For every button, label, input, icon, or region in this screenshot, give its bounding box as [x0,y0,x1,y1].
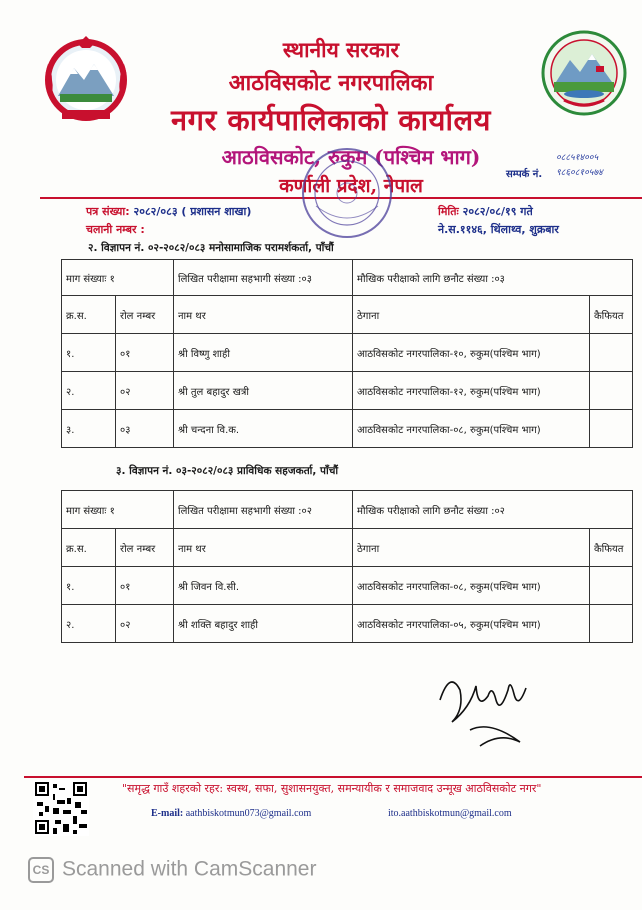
demand-count: माग संख्याः १ [62,260,174,296]
camscanner-watermark [28,857,316,883]
cell-remarks [590,605,633,643]
cell-address: आठविसकोट नगरपालिका-०८, रुकुम(पश्चिम भाग) [353,567,590,605]
cell-name: श्री विष्णु शाही [174,334,353,372]
cell-roll: ०३ [116,410,174,448]
col-name: नाम थर [174,296,353,334]
email-label: E-mail: [151,808,184,819]
table-header-row [62,296,633,334]
section-2-title: ३. विज्ञापन नं. ०३-२०८२/०८३ प्राविधिक सहजकर्ता, पाँचौं [116,465,339,477]
cell-roll: ०१ [116,334,174,372]
col-remarks: कैफियत [590,296,633,334]
cell-serial: २. [62,372,116,410]
cell-remarks [590,372,633,410]
col-roll: रोल नम्बर [116,529,174,567]
header-office-name: नगर कार्यपालिकाको कार्यालय [171,103,491,137]
section-1-title: २. विज्ञापन नं. ०२-२०८२/०८३ मनोसामाजिक परामर्शकर्ता, पाँचौं [88,242,334,254]
cell-remarks [590,567,633,605]
camscanner-icon: CS [28,857,54,883]
cell-name: श्री शक्ति बहादुर शाही [174,605,353,643]
table-row [62,334,633,372]
oral-count: मौखिक परीक्षाको लागि छनौट संख्या :०२ [353,491,633,529]
footer-divider [24,776,642,778]
results-table-1 [61,259,633,448]
cell-roll: ०२ [116,372,174,410]
table-header-row [62,529,633,567]
table-row [62,567,633,605]
header-province: कर्णाली प्रदेश, नेपाल [279,175,423,197]
table-summary-row [62,260,633,296]
table-summary-row [62,491,633,529]
header-local-government: स्थानीय सरकार [282,37,400,62]
signature-icon [430,660,550,750]
cell-address: आठविसकोट नगरपालिका-१२, रुकुम(पश्चिम भाग) [353,372,590,410]
cell-serial: ३. [62,410,116,448]
cell-serial: १. [62,567,116,605]
cell-name: श्री जिवन वि.सी. [174,567,353,605]
written-count: लिखित परीक्षामा सहभागी संख्या :०२ [174,491,353,529]
col-serial: क्र.स. [62,296,116,334]
written-count: लिखित परीक्षामा सहभागी संख्या :०३ [174,260,353,296]
col-address: ठेगाना [353,296,590,334]
camscanner-text: Scanned with CamScanner [62,857,317,881]
demand-count: माग संख्याः १ [62,491,174,529]
letter-number-label: पत्र संख्या: [86,205,130,218]
cell-address: आठविसकोट नगरपालिका-०५, रुकुम(पश्चिम भाग) [353,605,590,643]
cell-roll: ०१ [116,567,174,605]
footer-slogan: "समृद्ध गाउँ शहरको रहर: स्वस्थ, सफा, सुशासनयुक्त, समन्यायीक र समाजवाद उन्मूख आठविसकोट नगर" [122,782,542,795]
cell-serial: २. [62,605,116,643]
phone-number-2: ९८६०८१०५७४ [556,168,603,178]
cell-address: आठविसकोट नगरपालिका-०८, रुकुम(पश्चिम भाग) [353,410,590,448]
oral-count: मौखिक परीक्षाको लागि छनौट संख्या :०३ [353,260,633,296]
table-row [62,372,633,410]
date-value: २०८२/०८/१९ गते [462,205,533,218]
email-address-2[interactable]: ito.aathbiskotmun@gmail.com [388,808,512,819]
email-address-1[interactable]: aathbiskotmun073@gmail.com [185,808,312,819]
cell-name: श्री तुल बहादुर खत्री [174,372,353,410]
date-label: मितिः [438,205,459,218]
col-remarks: कैफियत [590,529,633,567]
cell-serial: १. [62,334,116,372]
contact-label: सम्पर्क नं. [506,169,543,180]
cell-roll: ०२ [116,605,174,643]
col-roll: रोल नम्बर [116,296,174,334]
col-address: ठेगाना [353,529,590,567]
phone-number-1: ०८८५१४००५ [556,153,599,163]
table-row [62,605,633,643]
cell-name: श्री चन्दना वि.क. [174,410,353,448]
cell-remarks [590,334,633,372]
header-municipality-name: आठविसकोट नगरपालिका [228,70,434,96]
qr-code-icon [33,780,89,836]
col-serial: क्र.स. [62,529,116,567]
cell-remarks [590,410,633,448]
header-address: आठविसकोट, रुकुम (पश्चिम भाग) [221,145,481,169]
letter-number: २०८२/०८३ ( प्रशासन शाखा) [133,205,252,218]
nepal-samvat-date: ने.स.११४६, थिंलाथ्व, शुक्रबार [438,223,559,236]
cell-address: आठविसकोट नगरपालिका-१०, रुकुम(पश्चिम भाग) [353,334,590,372]
table-row [62,410,633,448]
results-table-2 [61,490,633,643]
office-stamp-icon [298,144,396,242]
dispatch-number-label: चलानी नम्बर : [86,223,145,236]
col-name: नाम थर [174,529,353,567]
